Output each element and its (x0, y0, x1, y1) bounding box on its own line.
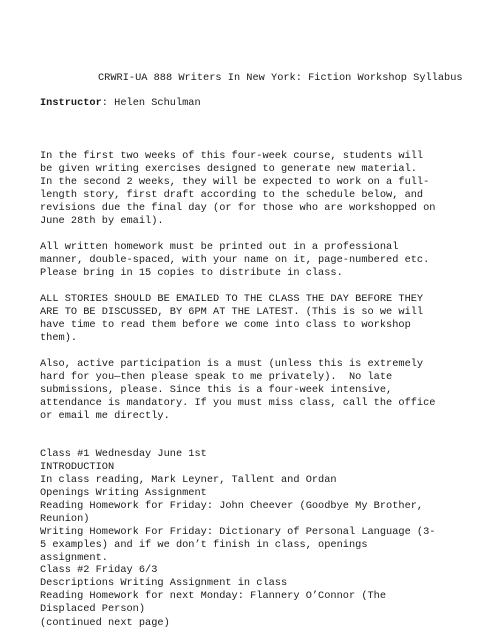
paragraph-line: Please bring in 15 copies to distribute in class. (40, 267, 343, 279)
email-paragraph (40, 293, 470, 345)
class-1-section (40, 448, 470, 565)
paragraph-line: In the second 2 weeks, they will be expected to work on a full- (40, 176, 430, 188)
class-line: Reading Homework for Friday: John Cheever (Goodbye My Brother, (40, 500, 424, 512)
class-line: assignment. (40, 552, 108, 564)
class-line: Displaced Person) (40, 603, 146, 615)
paragraph-line: them). (40, 332, 78, 344)
instructor-name: : Helen Schulman (101, 97, 201, 109)
paragraph-line: be given writing exercises designed to generate new material. (40, 163, 417, 175)
paragraph-line: or email me directly. (40, 410, 170, 422)
instructor-label: Instructor (40, 97, 102, 109)
paragraph-line: manner, double-spaced, with your name on it, page-numbered etc. (40, 254, 430, 266)
paragraph-line: Also, active participation is a must (unless this is extremely (40, 358, 424, 370)
class-line: INTRODUCTION (40, 461, 115, 473)
paragraph-line: In the first two weeks of this four-week course, students will (40, 150, 424, 162)
participation-paragraph (40, 358, 470, 423)
instructor-line (40, 97, 201, 110)
homework-paragraph (40, 241, 470, 280)
class-line: Writing Homework For Friday: Dictionary of Personal Language (3- (40, 526, 436, 538)
class-line: In class reading, Mark Leyner, Tallent and Ordan (40, 474, 337, 486)
paragraph-line: have time to read them before we come into class to workshop (40, 319, 411, 331)
paragraph-line: ALL STORIES SHOULD BE EMAILED TO THE CLASS THE DAY BEFORE THEY (40, 293, 424, 305)
class-2-section (40, 564, 470, 616)
continued-note (40, 617, 470, 630)
paragraph-line: length story, first draft according to the schedule below, and (40, 189, 424, 201)
class-line: Descriptions Writing Assignment in class (40, 577, 288, 589)
syllabus-title: CRWRI-UA 888 Writers In New York: Fiction Workshop Syllabus (98, 72, 463, 84)
class-line: Reunion) (40, 513, 90, 525)
class-heading: Class #1 Wednesday June 1st (40, 448, 207, 460)
intro-paragraph (40, 150, 470, 228)
paragraph-line: revisions due the final day (or for those who are workshopped on (40, 202, 436, 214)
paragraph-line: June 28th by email). (40, 215, 164, 227)
paragraph-line: hard for you—then please speak to me privately). No late (40, 371, 393, 383)
paragraph-line: attendance is mandatory. If you must miss class, call the office (40, 397, 436, 409)
class-line: Reading Homework for next Monday: Flannery O’Connor (The (40, 590, 387, 602)
class-line: Openings Writing Assignment (40, 487, 207, 499)
class-line: 5 examples) and if we don’t finish in class, openings (40, 539, 368, 551)
paragraph-line: All written homework must be printed out in a professional (40, 241, 399, 253)
paragraph-line: submissions, please. Since this is a four-week intensive, (40, 384, 393, 396)
paragraph-line: ARE TO BE DISCUSSED, BY 6PM AT THE LATEST. (This is so we will (40, 306, 424, 318)
continued-line: (continued next page) (40, 617, 170, 629)
class-heading: Class #2 Friday 6/3 (40, 564, 158, 576)
